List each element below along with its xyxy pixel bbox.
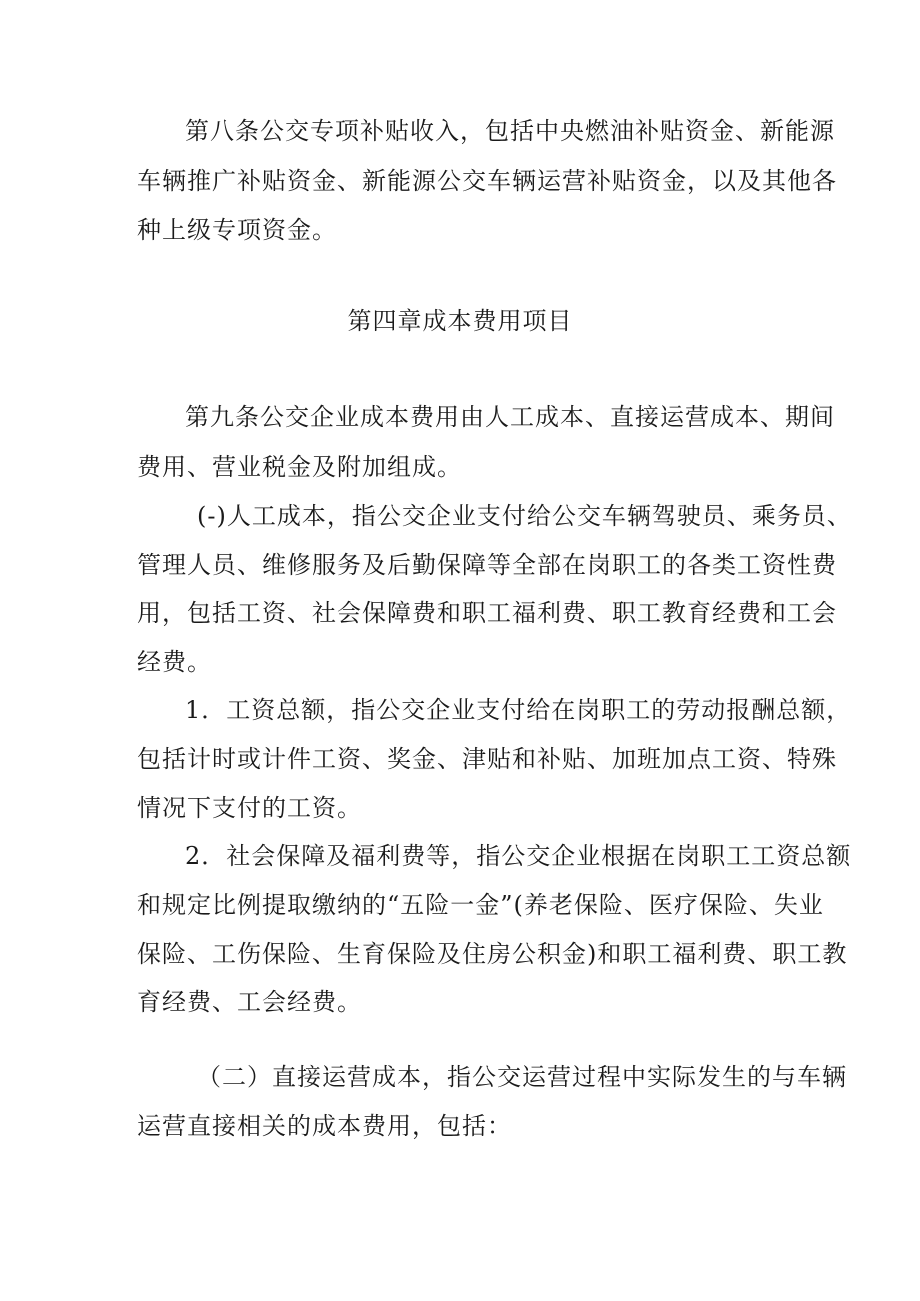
paragraph-line: 车辆推广补贴资金、新能源公交车辆运营补贴资金，以及其他各 bbox=[137, 167, 837, 195]
paragraph-line: 运营直接相关的成本费用，包括： bbox=[137, 1112, 512, 1140]
paragraph-line: （二）直接运营成本，指公交运营过程中实际发生的与车辆 bbox=[197, 1063, 847, 1091]
paragraph-line: 管理人员、维修服务及后勤保障等全部在岗职工的各类工资性费 bbox=[137, 551, 837, 579]
paragraph-line: 种上级专项资金。 bbox=[137, 216, 337, 244]
paragraph-line: 育经费、工会经费。 bbox=[137, 988, 362, 1016]
paragraph-line: 保险、工伤保险、生育保险及住房公积金)和职工福利费、职工教 bbox=[137, 940, 848, 968]
paragraph-line: 2．社会保障及福利费等，指公交企业根据在岗职工工资总额 bbox=[185, 842, 852, 870]
paragraph-line: 用，包括工资、社会保障费和职工福利费、职工教育经费和工会 bbox=[137, 599, 837, 627]
paragraph-line: 第八条公交专项补贴收入，包括中央燃油补贴资金、新能源 bbox=[185, 117, 835, 145]
paragraph-line: 第九条公交企业成本费用由人工成本、直接运营成本、期间 bbox=[185, 403, 835, 431]
chapter-heading: 第四章成本费用项目 bbox=[347, 307, 573, 335]
paragraph-line: 费用、营业税金及附加组成。 bbox=[137, 453, 462, 481]
paragraph-line: (-)人工成本，指公交企业支付给公交车辆驾驶员、乘务员、 bbox=[197, 502, 852, 530]
paragraph-line: 包括计时或计件工资、奖金、津贴和补贴、加班加点工资、特殊 bbox=[137, 745, 837, 773]
paragraph-line: 和规定比例提取缴纳的“五险一金”(养老保险、医疗保险、失业 bbox=[137, 891, 824, 919]
paragraph-line: 经费。 bbox=[137, 648, 212, 676]
paragraph-line: 情况下支付的工资。 bbox=[137, 794, 362, 822]
paragraph-line: 1．工资总额，指公交企业支付给在岗职工的劳动报酬总额， bbox=[185, 696, 852, 724]
